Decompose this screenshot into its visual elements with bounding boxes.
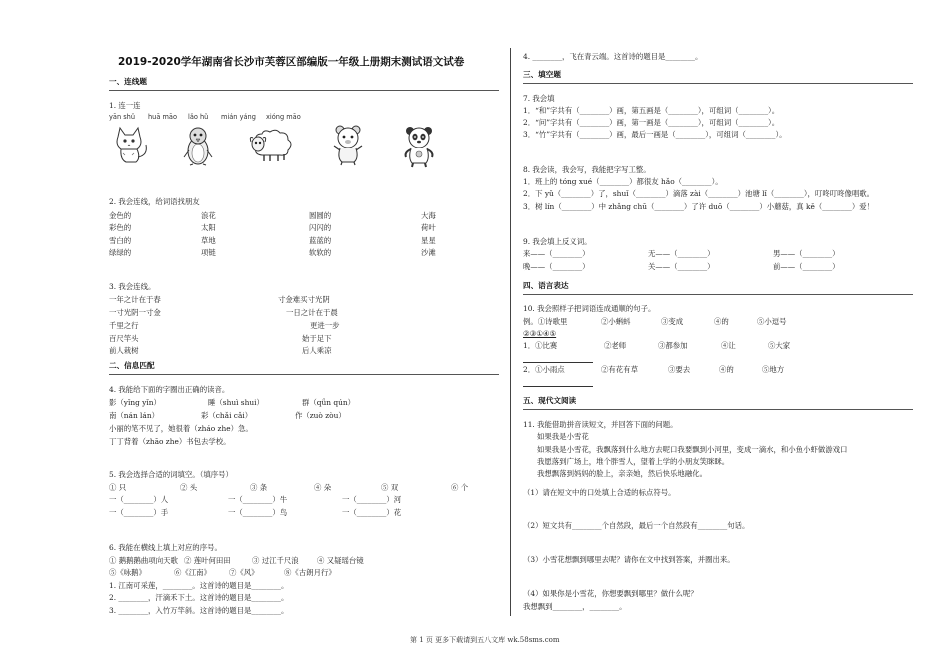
fill-blank[interactable]: 一（________）牛 bbox=[228, 495, 288, 504]
pinyin-label: huā māo bbox=[148, 113, 177, 121]
measure-word-option: ① 只 bbox=[109, 483, 127, 492]
proverb-left: 前人栽树 bbox=[109, 346, 139, 355]
measure-word-option: ④ 朵 bbox=[314, 483, 332, 492]
pronunciation-item: 群（qǘn qún） bbox=[302, 398, 356, 407]
question-10-stem: 10. 我会照样子把词语连成通顺的句子。 bbox=[523, 304, 656, 313]
sentence: 丁丁背着（zhāo zhe）书包去学校。 bbox=[109, 437, 231, 446]
proverb-left: 一寸光阴一寸金 bbox=[109, 308, 161, 317]
answer-line[interactable] bbox=[523, 362, 593, 363]
poem-option: ① 鹅鹅鹅曲项向天歌 bbox=[109, 556, 178, 565]
word-order-item: ⑤地方 bbox=[762, 365, 785, 374]
stroke-fill-line[interactable]: 1．“和”字共有（________）画，第五画是（________），可组词（________）。 bbox=[523, 106, 780, 115]
pinyin-fill-line[interactable]: 3．树 lín（________）中 zhǎng chū（________）了许 duō（________）小蘑菇，真 kě（________）爱！ bbox=[523, 202, 875, 211]
question-5-stem: 5. 我会选择合适的词填空。（填序号） bbox=[109, 470, 233, 479]
question-7-stem: 7. 我会填 bbox=[523, 94, 555, 103]
section-heading-1: 一、连线题 bbox=[109, 77, 147, 86]
proverb-left: 百尺竿头 bbox=[109, 334, 139, 343]
antonym-blank[interactable]: 晚——（________） bbox=[523, 262, 590, 271]
passage-line: 我想飘落到妈妈的脸上，亲亲她，然后快乐地融化。 bbox=[537, 469, 707, 478]
word-match-item: 太阳 bbox=[201, 223, 216, 232]
word-order-item: ③都参加 bbox=[658, 341, 688, 350]
pronunciation-item: 南（nán lán） bbox=[109, 411, 159, 420]
section-divider bbox=[109, 90, 499, 91]
section-divider bbox=[109, 374, 499, 375]
word-match-item: 荷叶 bbox=[421, 223, 436, 232]
page-title: 2019-2020学年湖南省长沙市芙蓉区部编版一年级上册期末测试语文试卷 bbox=[118, 56, 465, 68]
question-2-stem: 2. 我会连线，给词语找朋友 bbox=[109, 197, 200, 206]
poem-title-option: ⑦《风》 bbox=[229, 568, 259, 577]
question-8-stem: 8. 我会读，我会写，我能把字写工整。 bbox=[523, 165, 651, 174]
antonym-blank[interactable]: 前——（________） bbox=[773, 262, 840, 271]
reading-question: （1）请在短文中的口处填上合适的标点符号。 bbox=[523, 488, 676, 497]
word-order-item: ②小蝌蚪 bbox=[601, 317, 631, 326]
word-match-item: 雪白的 bbox=[109, 236, 132, 245]
section-divider bbox=[523, 83, 913, 84]
stroke-fill-line[interactable]: 2．“问”字共有（________）画，第一画是（________），可组词（________）。 bbox=[523, 118, 780, 127]
pronunciation-item: 影（yǐng yǐn） bbox=[109, 398, 161, 407]
poem-title-option: ⑥《江南》 bbox=[174, 568, 211, 577]
tiger-picture bbox=[331, 124, 365, 166]
section-heading-2: 二、信息匹配 bbox=[109, 361, 155, 370]
word-order-item: 1．①比赛 bbox=[523, 341, 558, 350]
section-divider bbox=[523, 409, 913, 410]
fill-blank[interactable]: 一（________）花 bbox=[342, 508, 402, 517]
antonym-blank[interactable]: 男——（________） bbox=[773, 249, 840, 258]
mouse-picture bbox=[180, 124, 216, 166]
page-footer: 第 1 页 更多下载请到五八文库 wk.58sms.com bbox=[410, 636, 560, 644]
proverb-right: 后人乘凉 bbox=[302, 346, 332, 355]
word-match-item: 金色的 bbox=[109, 211, 132, 220]
fill-blank[interactable]: 一（________）河 bbox=[342, 495, 402, 504]
word-order-item: 例。①诗歌里 bbox=[523, 317, 568, 326]
word-order-item: ④的 bbox=[719, 365, 734, 374]
proverb-right: 始于足下 bbox=[302, 334, 332, 343]
word-match-item: 沙滩 bbox=[421, 248, 436, 257]
word-order-item: ②有花有草 bbox=[601, 365, 638, 374]
proverb-right: 一日之计在于晨 bbox=[286, 308, 338, 317]
antonym-blank[interactable]: 关——（________） bbox=[648, 262, 715, 271]
question-9-stem: 9. 我会填上反义词。 bbox=[523, 237, 592, 246]
word-match-item: 大海 bbox=[421, 211, 436, 220]
fill-blank[interactable]: 一（________）鸟 bbox=[228, 508, 288, 517]
proverb-left: 千里之行 bbox=[109, 321, 139, 330]
word-match-item: 草地 bbox=[201, 236, 216, 245]
section-heading-3: 三、填空题 bbox=[523, 70, 561, 79]
proverb-left: 一年之计在于春 bbox=[109, 295, 161, 304]
pronunciation-item: 作（zuò zòu） bbox=[295, 411, 346, 420]
passage-title: 如果我是小雪花 bbox=[537, 432, 589, 441]
antonym-blank[interactable]: 无——（________） bbox=[648, 249, 715, 258]
section-heading-5: 五、现代文阅读 bbox=[523, 396, 577, 405]
reading-question[interactable]: （2）短文共有________个自然段，最后一个自然段有________句话。 bbox=[523, 521, 750, 530]
cat-picture bbox=[108, 125, 152, 165]
sentence: 小丽的笔不见了，她很着（zháo zhe）急。 bbox=[109, 424, 253, 433]
word-match-item: 蓝蓝的 bbox=[309, 236, 332, 245]
pronunciation-item: 彩（chǎi cǎi） bbox=[201, 411, 253, 420]
reading-question: （4）如果你是小雪花，你想要飘到哪里？做什么呢？ bbox=[523, 589, 698, 598]
poem-option: ④ 又疑瑶台镜 bbox=[317, 556, 364, 565]
poem-fill-line[interactable]: 4. ________，飞在青云端。这首诗的题目是________。 bbox=[523, 52, 703, 61]
word-match-item: 绿绿的 bbox=[109, 248, 132, 257]
word-order-item: ⑤小逗号 bbox=[757, 317, 787, 326]
poem-title-option: ⑤《咏鹅》 bbox=[109, 568, 146, 577]
word-match-item: 软软的 bbox=[309, 248, 332, 257]
example-answer: ②③①④⑤ bbox=[523, 329, 557, 338]
pronunciation-item: 睡（shuì shui） bbox=[208, 398, 264, 407]
reading-question: （3）小雪花想飘到哪里去呢？请你在文中找到答案，并圈出来。 bbox=[523, 555, 735, 564]
word-order-item: ③变成 bbox=[661, 317, 684, 326]
column-divider bbox=[510, 48, 511, 616]
proverb-right: 寸金难买寸光阴 bbox=[278, 295, 330, 304]
poem-option: ② 莲叶何田田 bbox=[184, 556, 231, 565]
word-match-item: 浪花 bbox=[201, 211, 216, 220]
question-1-stem: 1. 连一连 bbox=[109, 101, 141, 110]
word-match-item: 星星 bbox=[421, 236, 436, 245]
measure-word-option: ⑤ 双 bbox=[381, 483, 399, 492]
panda-picture bbox=[402, 124, 436, 168]
word-order-item: 2．①小雨点 bbox=[523, 365, 565, 374]
poem-option: ③ 过江千尺浪 bbox=[252, 556, 299, 565]
pinyin-label: mián yáng bbox=[221, 113, 256, 121]
question-4-stem: 4. 我能给下面的字圈出正确的读音。 bbox=[109, 385, 230, 394]
pinyin-label: yān shǔ bbox=[109, 113, 136, 121]
word-order-item: ④让 bbox=[721, 341, 736, 350]
measure-word-option: ② 头 bbox=[180, 483, 198, 492]
fill-blank[interactable]: 一（________）人 bbox=[109, 495, 169, 504]
poem-fill-line[interactable]: 1. 江南可采莲，________。这首诗的题目是________。 bbox=[109, 581, 289, 590]
fill-blank[interactable]: 一（________）手 bbox=[109, 508, 169, 517]
reading-answer-line[interactable]: 我想飘到________，________。 bbox=[523, 602, 627, 611]
pinyin-label: lǎo hǔ bbox=[188, 113, 209, 121]
word-match-item: 圆圆的 bbox=[309, 211, 332, 220]
word-match-item: 闪闪的 bbox=[309, 223, 332, 232]
poem-title-option: ⑧《古朗月行》 bbox=[284, 568, 336, 577]
antonym-blank[interactable]: 来——（________） bbox=[523, 249, 590, 258]
word-match-item: 彩色的 bbox=[109, 223, 132, 232]
poem-fill-line[interactable]: 2. ________，汗滴禾下土。这首诗的题目是________。 bbox=[109, 593, 289, 602]
measure-word-option: ⑥ 个 bbox=[451, 483, 469, 492]
word-order-item: ⑤大家 bbox=[768, 341, 791, 350]
passage-line: 如果我是小雪花，我飘落到什么地方去呢口我要飘到小河里，变成一滴水，和小鱼小虾做游戏口 bbox=[537, 445, 848, 454]
pinyin-fill-line[interactable]: 2．下 yǔ（________）了，shuǐ（________）滴落 zài（________）池塘 lǐ（________），叮咚叮咚像唱歌。 bbox=[523, 189, 875, 198]
question-11-stem: 11. 我能借助拼音读短文，并回答下面的问题。 bbox=[523, 420, 678, 429]
poem-fill-line[interactable]: 3. ________，入竹万竿斜。这首诗的题目是________。 bbox=[109, 606, 289, 615]
stroke-fill-line[interactable]: 3．“竹”字共有（________）画，最后一画是（________），可组词（________）。 bbox=[523, 130, 787, 139]
pinyin-fill-line[interactable]: 1．班上的 tóng xué（________）都很友 hǎo（________）。 bbox=[523, 177, 723, 186]
word-match-item: 项链 bbox=[201, 248, 216, 257]
pinyin-label: xióng māo bbox=[266, 113, 301, 121]
sheep-picture bbox=[246, 126, 298, 164]
passage-line: 我愿落到广场上，堆个胖雪人，望着上学的小朋友笑眯眯。 bbox=[537, 457, 730, 466]
proverb-right: 更进一步 bbox=[310, 321, 340, 330]
answer-line[interactable] bbox=[523, 386, 593, 387]
section-divider bbox=[523, 294, 913, 295]
section-heading-4: 四、语言表达 bbox=[523, 281, 569, 290]
word-order-item: ③要去 bbox=[668, 365, 691, 374]
word-order-item: ②老师 bbox=[604, 341, 627, 350]
question-3-stem: 3. 我会连线。 bbox=[109, 282, 156, 291]
word-order-item: ④的 bbox=[714, 317, 729, 326]
question-6-stem: 6. 我能在横线上填上对应的序号。 bbox=[109, 543, 222, 552]
measure-word-option: ③ 条 bbox=[250, 483, 268, 492]
